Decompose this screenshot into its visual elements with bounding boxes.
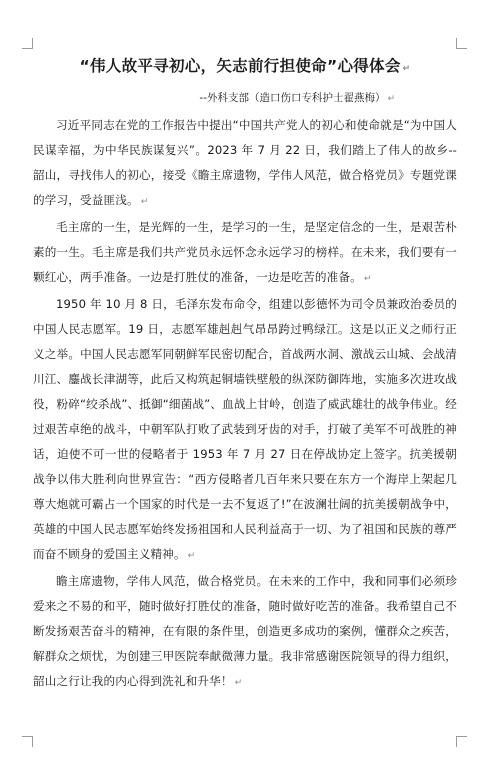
crop-mark-top-right [456,38,467,49]
paragraph-mark-icon: ↵ [387,94,395,104]
subtitle-text: --外科支部（造口伤口专科护士翟燕梅） [199,92,386,104]
paragraph-text: 瞻主席遗物，学伟人风范，做合格党员。在未来的工作中，我和同事们必须珍爱来之不易的和平，随时做好打胜仗的准备，随时做好吃苦的准备。我希望自己不断发扬艰苦奋斗的精神，在有限的条件里，创造更多成功的案例，懂群众之疾苦，解群众之烦忧，为创建三甲医院奉献微薄力量。我非常感谢医院领导的得力组织，韶山之行让我的内心得到洗礼和升华！ [33,574,457,688]
paragraph-2 [33,215,457,292]
paragraph-mark-icon: ↵ [363,274,372,284]
paragraph-4 [33,569,457,696]
crop-mark-bottom-right [456,736,467,747]
paragraph-text: 习近平同志在党的工作报告中提出“中国共产党人的初心和使命就是“为中国人民谋幸福，为中华民族谋复兴”。2023 年 7 月 22 日，我们踏上了伟人的故乡--韶山，寻找伟人的初心，接受《瞻主席遗物，学伟人风范，做合格党员》专题党课的学习，受益匪浅。 [33,118,457,207]
title-text: “伟人故平寻初心，矢志前行担使命”心得体会 [79,57,401,75]
paragraph-3 [33,292,457,569]
paragraph-mark-icon: ↵ [140,197,149,207]
paragraph-mark-icon: ↵ [187,551,196,561]
paragraph-mark-icon: ↵ [402,64,411,74]
paragraph-text: 毛主席的一生，是光辉的一生，是学习的一生，是坚定信念的一生，是艰苦朴素的一生。毛主席是我们共产党员永远怀念永远学习的榜样。在未来，我们要有一颗红心，两手准备。一边是打胜仗的准备，一边是吃苦的准备。 [33,220,457,284]
paragraph-mark-icon: ↵ [234,678,243,688]
paragraph-1 [33,113,457,215]
paragraph-text: 1950 年 10 月 8 日，毛泽东发布命令，组建以彭德怀为司令员兼政治委员的中国人民志愿军。19 日，志愿军雄赳赳气昂昂跨过鸭绿江。这是以正义之师行正义之举。中国人民志愿军同朝鲜军民密切配合，首战两水洞、激战云山城、会战清川江、鏖战长津湖等，此后又构筑起铜墙铁壁般的纵深防御阵地，实施多次进攻战役，粉碎“绞杀战”、抵御“细菌战”、血战上甘岭，创造了威武雄壮的战争伟业。经过艰苦卓绝的战斗，中朝军队打败了武装到牙齿的对手，打破了美军不可战胜的神话，迫使不可一世的侵略者于 1953 年 7 月 27 日在停战协定上签字。抗美援朝战争以伟大胜利向世界宣告：“西方侵略者几百年来只要在东方一个海岸上架起几尊大炮就可霸占一个国家的时代是一去不复返了!”在波澜壮阔的抗美援朝战争中，英雄的中国人民志愿军始终发扬祖国和人民利益高于一切、为了祖国和民族的尊严而奋不顾身的爱国主义精神。 [33,297,457,561]
crop-mark-bottom-left [22,736,33,747]
crop-mark-top-left [22,38,33,49]
document-title [33,55,457,80]
document-subtitle [33,90,395,107]
document-body [33,55,457,696]
